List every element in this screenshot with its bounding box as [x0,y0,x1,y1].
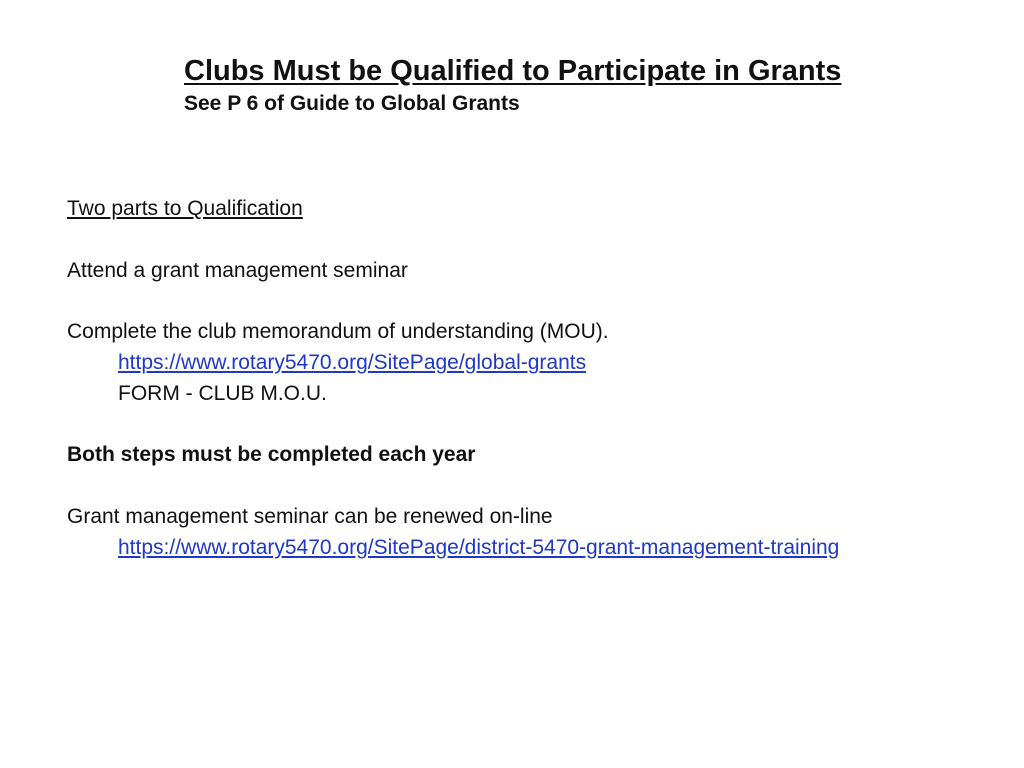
spacer [67,286,987,317]
mou-form-label: FORM - CLUB M.O.U. [118,381,327,405]
qualification-heading: Two parts to Qualification [67,197,303,220]
renewal-text: Grant management seminar can be renewed on-line [67,504,553,528]
step-complete-mou: Complete the club memorandum of understanding (MOU). [67,320,609,344]
mou-link-row [67,348,987,379]
slide-subtitle: See P 6 of Guide to Global Grants [184,92,520,115]
slide-body [67,194,987,564]
title-block [184,54,984,118]
spacer [67,225,987,256]
step-attend-seminar: Attend a grant management seminar [67,258,408,282]
spacer [67,410,987,441]
spacer [67,471,987,502]
renewal-link-row [67,533,987,564]
slide-title: Clubs Must be Qualified to Participate in Grants [184,55,842,87]
global-grants-link[interactable]: https://www.rotary5470.org/SitePage/global-grants [118,350,587,374]
yearly-note: Both steps must be completed each year [67,443,476,467]
grant-management-training-link[interactable]: https://www.rotary5470.org/SitePage/district-5470-grant-management-training [118,535,840,559]
